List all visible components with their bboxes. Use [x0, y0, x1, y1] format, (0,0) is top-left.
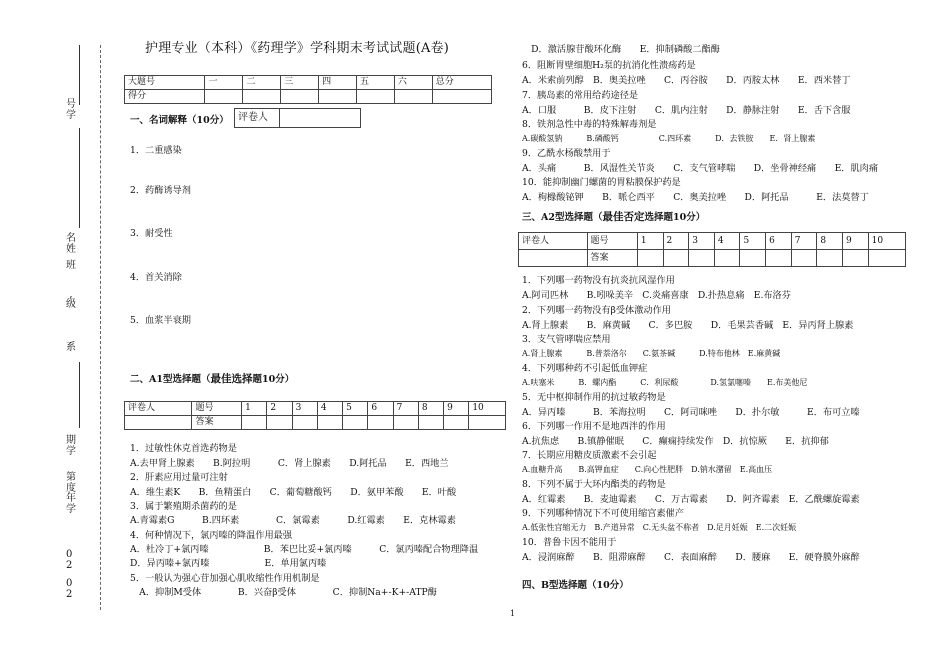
score-input-cell[interactable] [243, 90, 281, 104]
answer-input-cell[interactable] [292, 416, 317, 430]
section-title-emph: 最佳选择 [210, 373, 253, 385]
answer-value-row [519, 250, 906, 267]
side-digit: 2 [66, 559, 73, 571]
grader-box [234, 108, 361, 128]
question-line: 10．普鲁卡因不能用于 [522, 537, 617, 548]
answer-cell: 2 [267, 402, 292, 416]
answer-input-cell[interactable] [343, 416, 368, 430]
answer-cell: 10 [469, 402, 506, 416]
answer-cell: 10 [868, 233, 905, 250]
binding-line [79, 128, 80, 228]
answer-input-cell[interactable] [444, 416, 469, 430]
side-digit: 0 [66, 578, 73, 589]
term-item: 4．首关消除 [130, 272, 182, 283]
term-item: 1．二重感染 [130, 145, 182, 156]
side-char: 年 [66, 493, 76, 504]
question-line: 1．过敏性休克首选药物是 [130, 443, 237, 454]
answer-cell: 7 [393, 402, 418, 416]
option-line: A.抗焦虑 B.镇静催眠 C．癫痫持续发作 D．抗惊厥 E．抗抑郁 [522, 436, 829, 447]
option-line: A.青霉素G B.四环素 C．氯霉素 D.红霉素 E．克林霉素 [130, 515, 456, 526]
score-value-row [125, 90, 492, 104]
option-line: A．异丙嗪 B．苯海拉明 C．阿司咪唑 D．扑尔敏 E．布可立嗪 [522, 407, 860, 418]
question-line: 8．下列不属于大环内酯类的药物是 [522, 479, 666, 490]
option-line: D．激活腺苷酸环化酶 E．抑制磷酸二酯酶 [522, 44, 720, 55]
question-line: 5．无中枢抑制作用的抗过敏药物是 [522, 392, 666, 403]
section-4-title: 四、B型选择题（10分） [522, 580, 629, 591]
name-label [66, 234, 76, 255]
question-line: 4．何种情况下，氯丙嗪的降温作用最强 [130, 530, 293, 541]
answer-input-cell[interactable] [843, 250, 869, 267]
score-header-row [125, 76, 492, 90]
option-line: A.呋塞米 B．螺内酯 C．利尿酸 D.氢氯噻嗪 E.布美他尼 [522, 378, 808, 387]
score-input-cell[interactable] [356, 90, 394, 104]
option-line: A．红霉素 B．麦迪霉素 C．万古霉素 D．阿齐霉素 E．乙酰螺旋霉素 [522, 494, 860, 505]
option-line: A.肾上腺素 B.普萘洛尔 C.氨茶碱 D.特布他林 E.麻黄碱 [522, 349, 781, 358]
question-line: 7．胰岛素的常用给药途径是 [522, 90, 639, 101]
score-input-cell[interactable] [319, 90, 357, 104]
grader-input-cell[interactable] [280, 109, 361, 128]
answer-cell: 3 [292, 402, 317, 416]
side-char: 系 [66, 342, 76, 353]
answer-input-cell[interactable] [317, 416, 342, 430]
answer-input-cell[interactable] [740, 250, 766, 267]
a1-answer-table [124, 401, 506, 430]
answer-cell: 4 [317, 402, 342, 416]
answer-cell: 8 [418, 402, 443, 416]
score-cell: 三 [281, 76, 319, 90]
side-char: 名 [66, 233, 76, 244]
question-line: 4．下列哪种药不引起低血钾症 [522, 363, 648, 374]
answer-cell: 9 [444, 402, 469, 416]
answer-input-cell[interactable] [418, 416, 443, 430]
grader-input-cell[interactable] [519, 250, 588, 267]
answer-cell: 8 [817, 233, 843, 250]
answer-input-cell[interactable] [714, 250, 740, 267]
answer-input-cell[interactable] [267, 416, 292, 430]
answer-cell: 2 [663, 233, 689, 250]
year-digits [66, 550, 72, 600]
question-line: 3．支气管哮喘应禁用 [522, 334, 611, 345]
score-cell: 总分 [432, 76, 491, 90]
binding-line [79, 362, 80, 428]
question-line: 2．肝素应用过量可注射 [130, 472, 228, 483]
term-label [66, 436, 76, 457]
option-line: A．抑制M受体 B．兴奋β受体 C．抑制Na+-K+-ATP酶 [130, 587, 437, 598]
option-line: A.低张性宫缩无力 B.产道异常 C.无头盆不称者 D.足月妊娠 E.二次妊娠 [522, 523, 797, 532]
option-line: A.去甲肾上腺素 B.阿拉明 C．肾上腺素 D.阿托品 E．西地兰 [130, 458, 449, 469]
side-char: 级 [66, 299, 76, 310]
score-table [124, 75, 492, 104]
option-line: A.血糖升高 B.高钾血症 C.向心性肥胖 D.钠水潴留 E.高血压 [522, 465, 773, 474]
question-line: 3．属于繁殖期杀菌药的是 [130, 501, 237, 512]
score-cell: 六 [394, 76, 432, 90]
section-title-part: 三、A2型选择题（ [522, 212, 603, 223]
answer-cell: 1 [242, 402, 267, 416]
side-char: 度 [66, 482, 76, 494]
exam-title: 护理专业（本科）《药理学》学科期末考试试题(A卷) [145, 41, 450, 56]
answer-cell: 题号 [192, 402, 242, 416]
question-line: 10．能抑制幽门螺菌的胃粘膜保护药是 [522, 177, 681, 188]
answer-value-row [125, 416, 506, 430]
section-title-emph: 最佳否定 [602, 211, 645, 223]
section-3-title [522, 211, 705, 224]
side-char: 学 [66, 503, 76, 515]
answer-input-cell[interactable] [689, 250, 715, 267]
answer-cell: 题号 [587, 233, 637, 250]
answer-input-cell[interactable] [393, 416, 418, 430]
student-number-label [66, 100, 76, 121]
answer-cell: 4 [714, 233, 740, 250]
section-title-part: 选择题10分） [644, 212, 706, 223]
department-label [66, 343, 76, 354]
side-char: 学 [66, 445, 76, 457]
section-title-part: 题10分） [252, 374, 295, 385]
answer-input-cell[interactable] [791, 250, 817, 267]
answer-cell: 评卷人 [519, 233, 588, 250]
side-digit: 0 [66, 549, 73, 560]
answer-input-cell[interactable] [817, 250, 843, 267]
side-char: 期 [66, 435, 76, 446]
score-input-cell[interactable] [394, 90, 432, 104]
section-1-title: 一、名词解释（10分） [130, 115, 229, 126]
binding-line [79, 45, 80, 105]
side-char: 学 [66, 109, 76, 121]
question-line: 8．铁剂急性中毒的特殊解毒剂是 [522, 119, 657, 130]
answer-input-cell[interactable] [663, 250, 689, 267]
score-cell: 大题号 [125, 76, 205, 90]
option-line: A.肾上腺素 B．麻黄碱 C．多巴胺 D．毛果芸香碱 E．异丙肾上腺素 [522, 320, 854, 331]
answer-cell: 答案 [587, 250, 637, 267]
score-cell: 二 [243, 76, 281, 90]
score-input-cell[interactable] [205, 90, 243, 104]
a2-answer-table [518, 232, 906, 267]
score-cell: 五 [356, 76, 394, 90]
question-line: 2．下列哪一药物没有β受体激动作用 [522, 305, 671, 316]
question-line: 9．乙酰水杨酸禁用于 [522, 148, 611, 159]
answer-input-cell[interactable] [242, 416, 267, 430]
question-line: 5．一般认为强心苷加强心肌收缩性作用机制是 [130, 573, 320, 584]
answer-header-row [519, 233, 906, 250]
term-item: 2．药酶诱导剂 [130, 185, 191, 196]
answer-input-cell[interactable] [868, 250, 905, 267]
answer-input-cell[interactable] [469, 416, 506, 430]
question-line: 6．阻断胃壁细胞H₂泵的抗消化性溃疡药是 [522, 60, 696, 71]
answer-input-cell[interactable] [766, 250, 792, 267]
option-line: A．口服 B．皮下注射 C．肌内注射 D．静脉注射 E．舌下含服 [522, 105, 851, 116]
side-char: , [69, 288, 73, 300]
side-char: 号 [66, 99, 76, 110]
term-item: 5．血浆半衰期 [130, 315, 191, 326]
answer-cell: 7 [791, 233, 817, 250]
section-2-title [130, 373, 294, 386]
score-cell: 一 [205, 76, 243, 90]
answer-header-row [125, 402, 506, 416]
option-line: D．异丙嗪+氯丙嗪 E．单用氯丙嗪 [130, 558, 327, 569]
answer-cell: 5 [740, 233, 766, 250]
answer-cell: 3 [689, 233, 715, 250]
answer-cell: 6 [766, 233, 792, 250]
option-line: A．浸润麻醉 B．阻滞麻醉 C．表面麻醉 D．腰麻 E．硬脊膜外麻醉 [522, 552, 860, 563]
side-digit: 2 [66, 588, 73, 600]
section-title-part: 二、A1型选择题（ [130, 374, 211, 385]
class-label [66, 261, 76, 311]
answer-cell: 5 [343, 402, 368, 416]
answer-cell: 评卷人 [125, 402, 192, 416]
question-line: 1．下列哪一药物没有抗炎抗风湿作用 [522, 275, 675, 286]
option-line: A.阿司匹林 B.吲哚美辛 C.炎痛喜康 D.扑热息痛 E.布洛芬 [522, 290, 791, 301]
answer-input-cell[interactable] [368, 416, 393, 430]
option-line: A.碳酸氢钠 B.磷酸钙 C.四环素 D．去铁胺 E．肾上腺素 [522, 134, 816, 143]
question-line: 9．下列哪种情况下不可使用缩宫素催产 [522, 508, 685, 519]
grader-label: 评卷人 [235, 109, 280, 128]
option-line: A．米索前列醇 B．奥美拉唑 C．丙谷胺 D．丙胺太林 E．西米替丁 [522, 75, 851, 86]
score-cell: 得分 [125, 90, 205, 104]
grader-input-cell[interactable] [125, 416, 192, 430]
term-item: 3．耐受性 [130, 228, 173, 239]
answer-cell: 1 [637, 233, 663, 250]
score-input-cell[interactable] [432, 90, 491, 104]
side-char: 姓 [66, 243, 76, 255]
score-input-cell[interactable] [281, 90, 319, 104]
question-line: 7．长期应用糖皮质激素不会引起 [522, 450, 657, 461]
option-line: A．维生素K B．鱼精蛋白 C．葡萄糖酸钙 D．氨甲苯酸 E．叶酸 [130, 487, 457, 498]
school-year-label [66, 473, 76, 515]
answer-cell: 9 [843, 233, 869, 250]
side-char: 班 [66, 260, 76, 271]
option-line: A．头痛 B．风湿性关节炎 C．支气管哮喘 D．坐骨神经痛 E．肌肉痛 [522, 163, 879, 174]
side-char: 第 [66, 472, 76, 483]
answer-input-cell[interactable] [637, 250, 663, 267]
score-cell: 四 [319, 76, 357, 90]
page-number: 1 [510, 609, 516, 618]
question-line: 6．下列哪一作用不是地西泮的作用 [522, 421, 666, 432]
binding-dashed-line [100, 45, 101, 610]
option-line: A．杜冷丁+氯丙嗪 B．苯巴比妥+氯丙嗪 C．氯丙嗪配合物理降温 [130, 544, 479, 555]
answer-cell: 答案 [192, 416, 242, 430]
answer-cell: 6 [368, 402, 393, 416]
option-line: A．枸橼酸铋钾 B．哌仑西平 C．奥美拉唑 D．阿托品 E．法莫替丁 [522, 192, 869, 203]
